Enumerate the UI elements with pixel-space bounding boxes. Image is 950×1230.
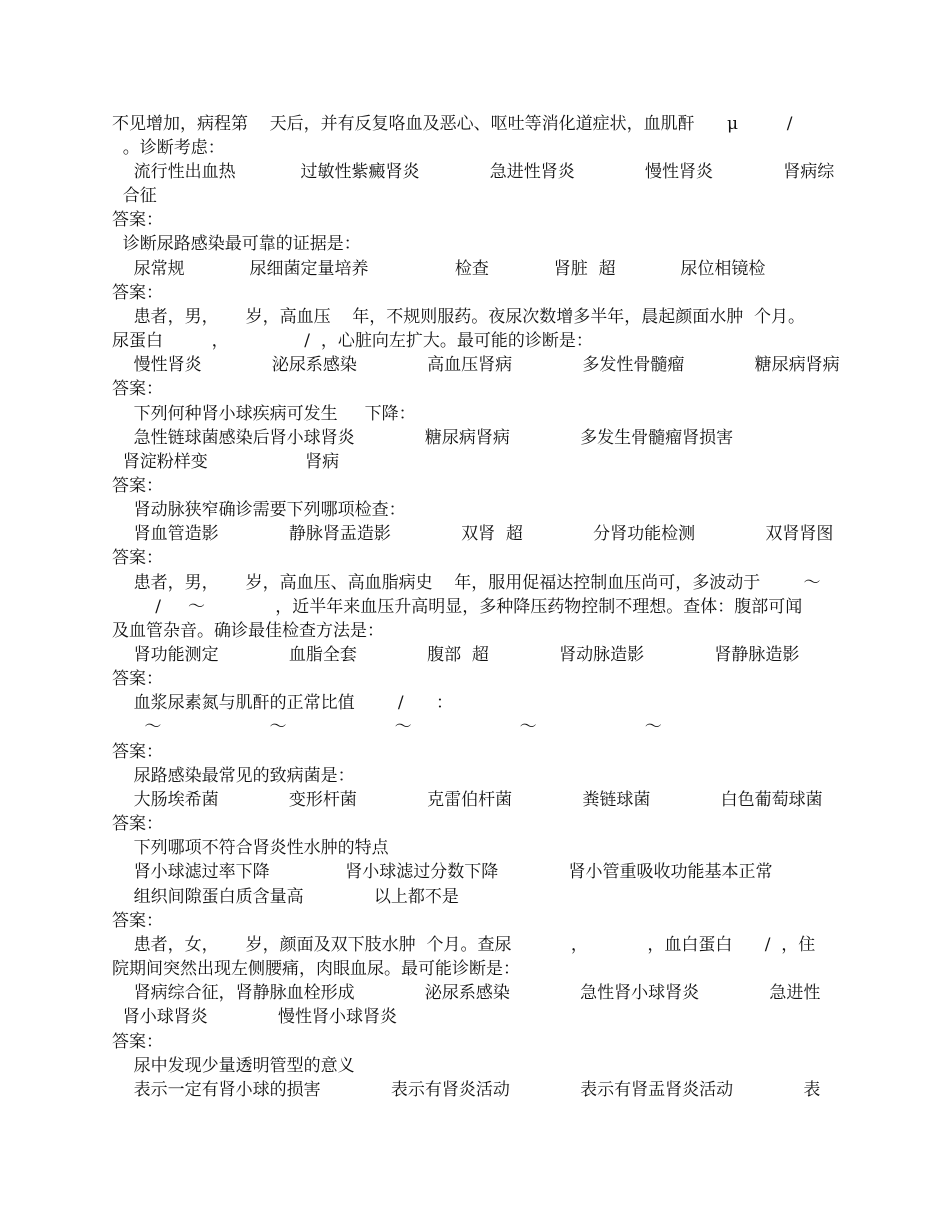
options-line: 肾病综合征，肾静脉血栓形成 泌尿系感染 急性肾小球肾炎 急进性 <box>112 983 821 1003</box>
question-text: 院期间突然出现左侧腰痛，肉眼血尿。最可能诊断是： <box>112 959 520 979</box>
answer-label: 答案： <box>112 476 163 496</box>
options-line: 尿常规 尿细菌定量培养 检查 肾脏 超 尿位相镜检 <box>112 259 766 279</box>
options-line: 表示一定有肾小球的损害 表示有肾炎活动 表示有肾盂肾炎活动 表 <box>112 1080 821 1100</box>
options-line: 急性链球菌感染后肾小球肾炎 糖尿病肾病 多发生骨髓瘤肾损害 <box>112 428 734 448</box>
question-text: 患者，男， 岁，高血压、高血脂病史 年，服用促福达控制血压尚可，多波动于 ～ <box>112 573 821 593</box>
text-line: 不见增加，病程第 天后，并有反复咯血及恶心、呕吐等消化道症状，血肌酐 μ / <box>112 114 793 134</box>
options-line: 肾小球肾炎 慢性肾小球肾炎 <box>112 1007 398 1027</box>
answer-label: 答案： <box>112 1032 163 1052</box>
question-text: 下列何种肾小球疾病可发生 下降： <box>112 404 416 424</box>
question-text: 血浆尿素氮与肌酐的正常比值 / ： <box>112 693 453 713</box>
question-text: 患者，女， 岁，颜面及双下肢水肿 个月。查尿 ， ，血白蛋白 / ，住 <box>112 935 816 955</box>
question-text: 尿路感染最常见的致病菌是： <box>112 766 355 786</box>
answer-label: 答案： <box>112 283 163 303</box>
question-text: 尿中发现少量透明管型的意义 <box>112 1056 355 1076</box>
answer-label: 答案： <box>112 814 163 834</box>
question-text: 诊断尿路感染最可靠的证据是： <box>112 234 361 254</box>
question-text: 及血管杂音。确诊最佳检查方法是： <box>112 621 384 641</box>
question-text: 患者，男， 岁，高血压 年，不规则服药。夜尿次数增多半年，晨起颜面水肿 个月。 <box>112 307 806 327</box>
text-line: 。诊断考虑： <box>112 138 225 158</box>
answer-label: 答案： <box>112 379 163 399</box>
text-line: 流行性出血热 过敏性紫癜肾炎 急进性肾炎 慢性肾炎 肾病综 <box>112 162 835 182</box>
text-line: 合征 <box>112 186 157 206</box>
answer-label: 答案： <box>112 742 163 762</box>
options-line: 大肠埃希菌 变形杆菌 克雷伯杆菌 粪链球菌 白色葡萄球菌 <box>112 790 823 810</box>
options-line: 肾淀粉样变 肾病 <box>112 452 340 472</box>
options-line: 肾血管造影 静脉肾盂造影 双肾 超 分肾功能检测 双肾肾图 <box>112 524 834 544</box>
question-text: 下列哪项不符合肾炎性水肿的特点 <box>112 838 389 858</box>
answer-label: 答案： <box>112 911 163 931</box>
question-text: / ～ ，近半年来血压升高明显，多种降压药物控制不理想。查体：腹部可闻 <box>112 597 803 617</box>
answer-label: 答案： <box>112 210 163 230</box>
question-text: 尿蛋白 ， / ，心脏向左扩大。最可能的诊断是： <box>112 331 593 351</box>
options-line: 肾小球滤过率下降 肾小球滤过分数下降 肾小管重吸收功能基本正常 <box>112 862 773 882</box>
answer-label: 答案： <box>112 669 163 689</box>
options-line: 慢性肾炎 泌尿系感染 高血压肾病 多发性骨髓瘤 糖尿病肾病 <box>112 355 840 375</box>
options-line: 组织间隙蛋白质含量高 以上都不是 <box>112 887 459 907</box>
options-line: 肾功能测定 血脂全套 腹部 超 肾动脉造影 肾静脉造影 <box>112 645 800 665</box>
options-line: ～ ～ ～ ～ ～ <box>112 717 662 737</box>
question-text: 肾动脉狭窄确诊需要下列哪项检查： <box>112 500 406 520</box>
answer-label: 答案： <box>112 548 163 568</box>
